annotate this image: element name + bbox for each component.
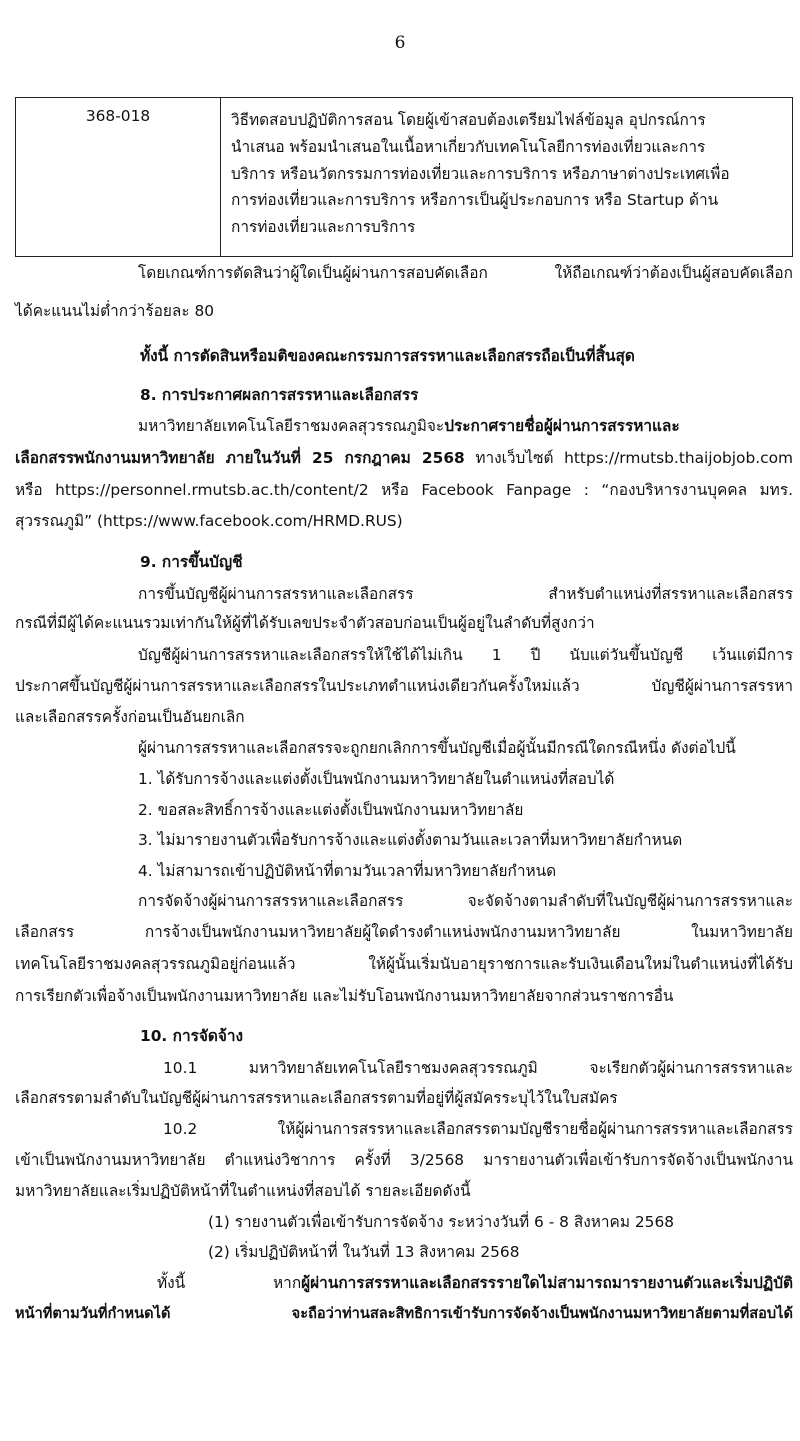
table-line: การท่องเที่ยวและการบริการ หรือการเป็นผู้ประกอบการ หรือ Startup ด้าน [231, 191, 719, 210]
section-9-heading: 9. การขึ้นบัญชี [140, 553, 243, 571]
table-row [16, 98, 793, 257]
section-10-line: 10.1 มหาวิทยาลัยเทคโนโลยีราชมงคลสุวรรณภูมิ จะเรียกตัวผู้ผ่านการสรรหาและ [163, 1059, 793, 1077]
section-9-line: ประกาศขึ้นบัญชีผู้ผ่านการสรรหาและเลือกสรรในประเภทตำแหน่งเดียวกันครั้งใหม่แล้ว บัญชีผู้ผ่านการสรรหา [15, 677, 793, 695]
section-9-line: เลือกสรร การจ้างเป็นพนักงานมหาวิทยาลัยผู้ใดดำรงตำแหน่งพนักงานมหาวิทยาลัย ในมหาวิทยาลัย [15, 923, 793, 941]
list-item: 3. ไม่มารายงานตัวเพื่อรับการจ้างและแต่งตั้งตามวันและเวลาที่มหาวิทยาลัยกำหนด [138, 831, 683, 849]
closing-bold-text: ผู้ผ่านการสรรหาและเลือกสรรรายใดไม่สามารถมารายงานตัวและเริ่มปฏิบัติ [301, 1274, 793, 1292]
closing-line [157, 1272, 793, 1294]
announce-text: มหาวิทยาลัยเทคโนโลยีราชมงคลสุวรรณภูมิจะ [138, 417, 445, 435]
exam-method-table [15, 97, 793, 257]
section-9-line: กรณีที่มีผู้ได้คะแนนรวมเท่ากันให้ผู้ที่ได้รับเลขประจำตัวสอบก่อนเป็นผู้อยู่ในลำดับที่สูงกว่า [15, 614, 595, 632]
table-line: วิธีทดสอบปฏิบัติการสอน โดยผู้เข้าสอบต้องเตรียมไฟล์ข้อมูล อุปกรณ์การ [231, 111, 706, 129]
section-9-line: การจัดจ้างผู้ผ่านการสรรหาและเลือกสรร จะจัดจ้างตามลำดับที่ในบัญชีผู้ผ่านการสรรหาและ [138, 892, 793, 910]
section-10-heading: 10. การจัดจ้าง [140, 1027, 244, 1045]
section-8-heading: 8. การประกาศผลการสรรหาและเลือกสรร [140, 386, 419, 404]
section-8-line [138, 415, 793, 437]
criteria-line: โดยเกณฑ์การตัดสินว่าผู้ใดเป็นผู้ผ่านการสอบคัดเลือก ให้ถือเกณฑ์ว่าต้องเป็นผู้สอบคัดเลือก [138, 264, 793, 282]
closing-text: ทั้งนี้ หาก [157, 1274, 302, 1292]
page-number: 6 [394, 33, 406, 53]
section-8-line [15, 447, 793, 469]
list-item: (2) เริ่มปฏิบัติหน้าที่ ในวันที่ 13 สิงหาคม 2568 [208, 1243, 520, 1261]
announce-date-text: เลือกสรรพนักงานมหาวิทยาลัย ภายในวันที่ 25 กรกฎาคม 2568 [15, 449, 465, 467]
section-9-line: และเลือกสรรครั้งก่อนเป็นอันยกเลิก [15, 708, 245, 726]
table-line: การท่องเที่ยวและการบริการ [231, 218, 416, 237]
website-link[interactable]: ทางเว็บไซต์ https://rmutsb.thaijobjob.com [464, 449, 793, 467]
section-10-line: เข้าเป็นพนักงานมหาวิทยาลัย ตำแหน่งวิชาการ ครั้งที่ 3/2568 มารายงานตัวเพื่อเข้ารับการจัดจ้างเป็นพนักงาน [15, 1151, 793, 1169]
section-9-line: การขึ้นบัญชีผู้ผ่านการสรรหาและเลือกสรร สำหรับตำแหน่งที่สรรหาและเลือกสรร [138, 585, 793, 603]
list-item: (1) รายงานตัวเพื่อเข้ารับการจัดจ้าง ระหว่างวันที่ 6 - 8 สิงหาคม 2568 [208, 1213, 675, 1231]
list-item: 2. ขอสละสิทธิ์การจ้างและแต่งตั้งเป็นพนักงานมหาวิทยาลัย [138, 801, 524, 819]
section-9-line: การเรียกตัวเพื่อจ้างเป็นพนักงานมหาวิทยาลัย และไม่รับโอนพนักงานมหาวิทยาลัยจากส่วนราชการอื่น [15, 987, 674, 1005]
section-8-line: หรือ https://personnel.rmutsb.ac.th/content/2 หรือ Facebook Fanpage : “กองบริหารงานบุคคล มทร. [15, 481, 793, 499]
facebook-link[interactable]: สุวรรณภูมิ” (https://www.facebook.com/HRMD.RUS) [15, 512, 403, 530]
section-9-line: บัญชีผู้ผ่านการสรรหาและเลือกสรรให้ใช้ได้ไม่เกิน 1 ปี นับแต่วันขึ้นบัญชี เว้นแต่มีการ [138, 646, 793, 664]
table-line: นำเสนอ พร้อมนำเสนอในเนื้อหาเกี่ยวกับเทคโนโลยีการท่องเที่ยวและการ [231, 137, 706, 156]
section-10-line: เลือกสรรตามลำดับในบัญชีผู้ผ่านการสรรหาและเลือกสรรตามที่อยู่ที่ผู้สมัครระบุไว้ในใบสมัคร [15, 1089, 618, 1107]
section-9-line: เทคโนโลยีราชมงคลสุวรรณภูมิอยู่ก่อนแล้ว ให้ผู้นั้นเริ่มนับอายุราชการและรับเงินเดือนใหม่ในตำแหน่งที่ได้รับ [15, 955, 793, 973]
section-10-line: 10.2 ให้ผู้ผ่านการสรรหาและเลือกสรรตามบัญชีรายชื่อผู้ผ่านการสรรหาและเลือกสรร [163, 1120, 793, 1138]
table-line: บริการ หรือนวัตกรรมการท่องเที่ยวและการบริการ หรือภาษาต่างประเทศเพื่อ [231, 164, 730, 183]
final-decision-note: ทั้งนี้ การตัดสินหรือมติของคณะกรรมการสรรหาและเลือกสรรถือเป็นที่สิ้นสุด [140, 347, 635, 365]
criteria-line: ได้คะแนนไม่ต่ำกว่าร้อยละ 80 [15, 302, 215, 320]
position-code: 368-018 [16, 98, 221, 257]
closing-line: หน้าที่ตามวันที่กำหนดได้ จะถือว่าท่านสละสิทธิการเข้ารับการจัดจ้างเป็นพนักงานมหาวิทยาลัยตามที่สอบได้ [15, 1305, 793, 1322]
section-9-line: ผู้ผ่านการสรรหาและเลือกสรรจะถูกยกเลิกการขึ้นบัญชีเมื่อผู้นั้นมีกรณีใดกรณีหนึ่ง ดังต่อไปนี้ [138, 739, 736, 757]
list-item: 1. ได้รับการจ้างและแต่งตั้งเป็นพนักงานมหาวิทยาลัยในตำแหน่งที่สอบได้ [138, 770, 615, 788]
section-10-line: มหาวิทยาลัยและเริ่มปฏิบัติหน้าที่ในตำแหน่งที่สอบได้ รายละเอียดดังนี้ [15, 1182, 471, 1200]
exam-method-description [221, 98, 793, 257]
list-item: 4. ไม่สามารถเข้าปฏิบัติหน้าที่ตามวันเวลาที่มหาวิทยาลัยกำหนด [138, 862, 557, 880]
announce-bold-text: ประกาศรายชื่อผู้ผ่านการสรรหาและ [444, 417, 680, 435]
